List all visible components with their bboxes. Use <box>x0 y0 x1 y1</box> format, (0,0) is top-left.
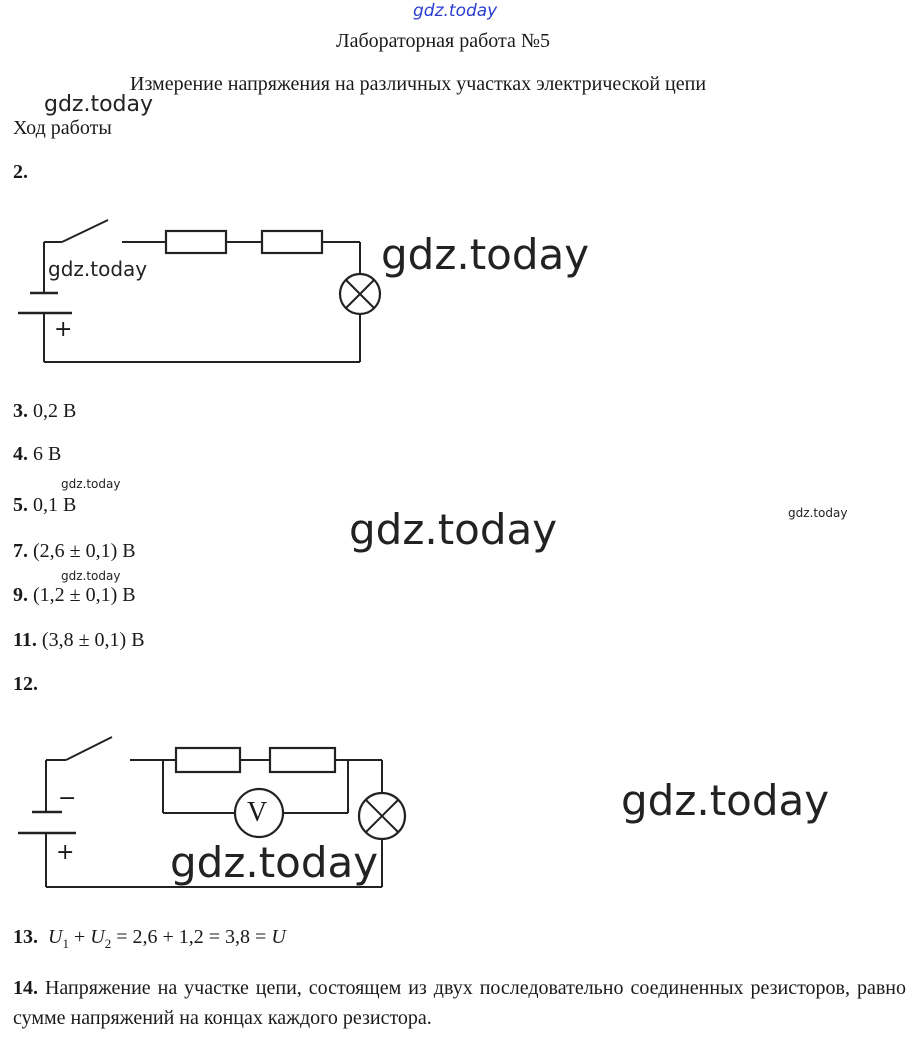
item-number: 12. <box>13 673 38 695</box>
item-number: 5. <box>13 494 28 516</box>
item-number: 13. <box>13 926 38 948</box>
page-subtitle: Измерение напряжения на различных участках электрической цепи <box>130 73 707 95</box>
watermark-small: gdz.today <box>61 477 121 491</box>
battery-plus-sign: + <box>56 840 75 865</box>
formula-plus: + <box>73 926 86 948</box>
switch-blade <box>66 737 112 760</box>
battery-icon <box>18 812 76 833</box>
lamp-icon <box>359 793 405 839</box>
watermark: gdz.today <box>44 92 154 117</box>
item-number: 14. <box>13 977 38 999</box>
item-value: 0,1 В <box>33 494 77 516</box>
formula-u1-subscript: 1 <box>62 936 69 951</box>
conclusion-text: Напряжение на участке цепи, состоящем из двух последовательно соединенных резисторов, равно сумме напряжений на концах каждого резистора. <box>13 977 906 1029</box>
watermark: gdz.today <box>48 257 148 281</box>
item-value: (3,8 ± 0,1) В <box>41 629 145 651</box>
formula-u2-subscript: 2 <box>104 936 112 951</box>
item-number: 11. <box>13 629 37 651</box>
resistor-2 <box>270 748 335 772</box>
item-number: 9. <box>13 584 28 606</box>
watermark-top: gdz.today <box>413 1 498 21</box>
item-number: 2. <box>13 161 28 183</box>
page-title: Лабораторная работа №5 <box>336 30 550 52</box>
item-value: (2,6 ± 0,1) В <box>33 540 136 562</box>
watermark-large: gdz.today <box>170 838 379 887</box>
resistor-1 <box>176 748 240 772</box>
item-number: 7. <box>13 540 28 562</box>
battery-plus-sign: + <box>54 317 73 342</box>
item-number: 3. <box>13 400 28 422</box>
watermark-large: gdz.today <box>349 505 558 554</box>
watermark-large: gdz.today <box>381 230 590 279</box>
item-value: (1,2 ± 0,1) В <box>33 584 136 606</box>
watermark-small: gdz.today <box>61 569 121 583</box>
watermark-small: gdz.today <box>788 506 848 520</box>
section-heading: Ход работы <box>13 117 112 139</box>
item-number: 4. <box>13 443 28 465</box>
item-value: 6 В <box>33 443 62 465</box>
item-value: 0,2 В <box>33 400 77 422</box>
battery-minus-sign: − <box>58 786 77 811</box>
formula-item <box>13 926 286 952</box>
voltmeter-label: V <box>247 797 268 828</box>
watermark-large: gdz.today <box>621 776 830 825</box>
formula-expression: = 2,6 + 1,2 = 3,8 = <box>116 926 267 948</box>
formula-u2: U <box>90 926 105 948</box>
formula-u: U <box>271 926 286 948</box>
formula-u1: U <box>48 926 63 948</box>
conclusion-paragraph <box>13 973 906 1033</box>
